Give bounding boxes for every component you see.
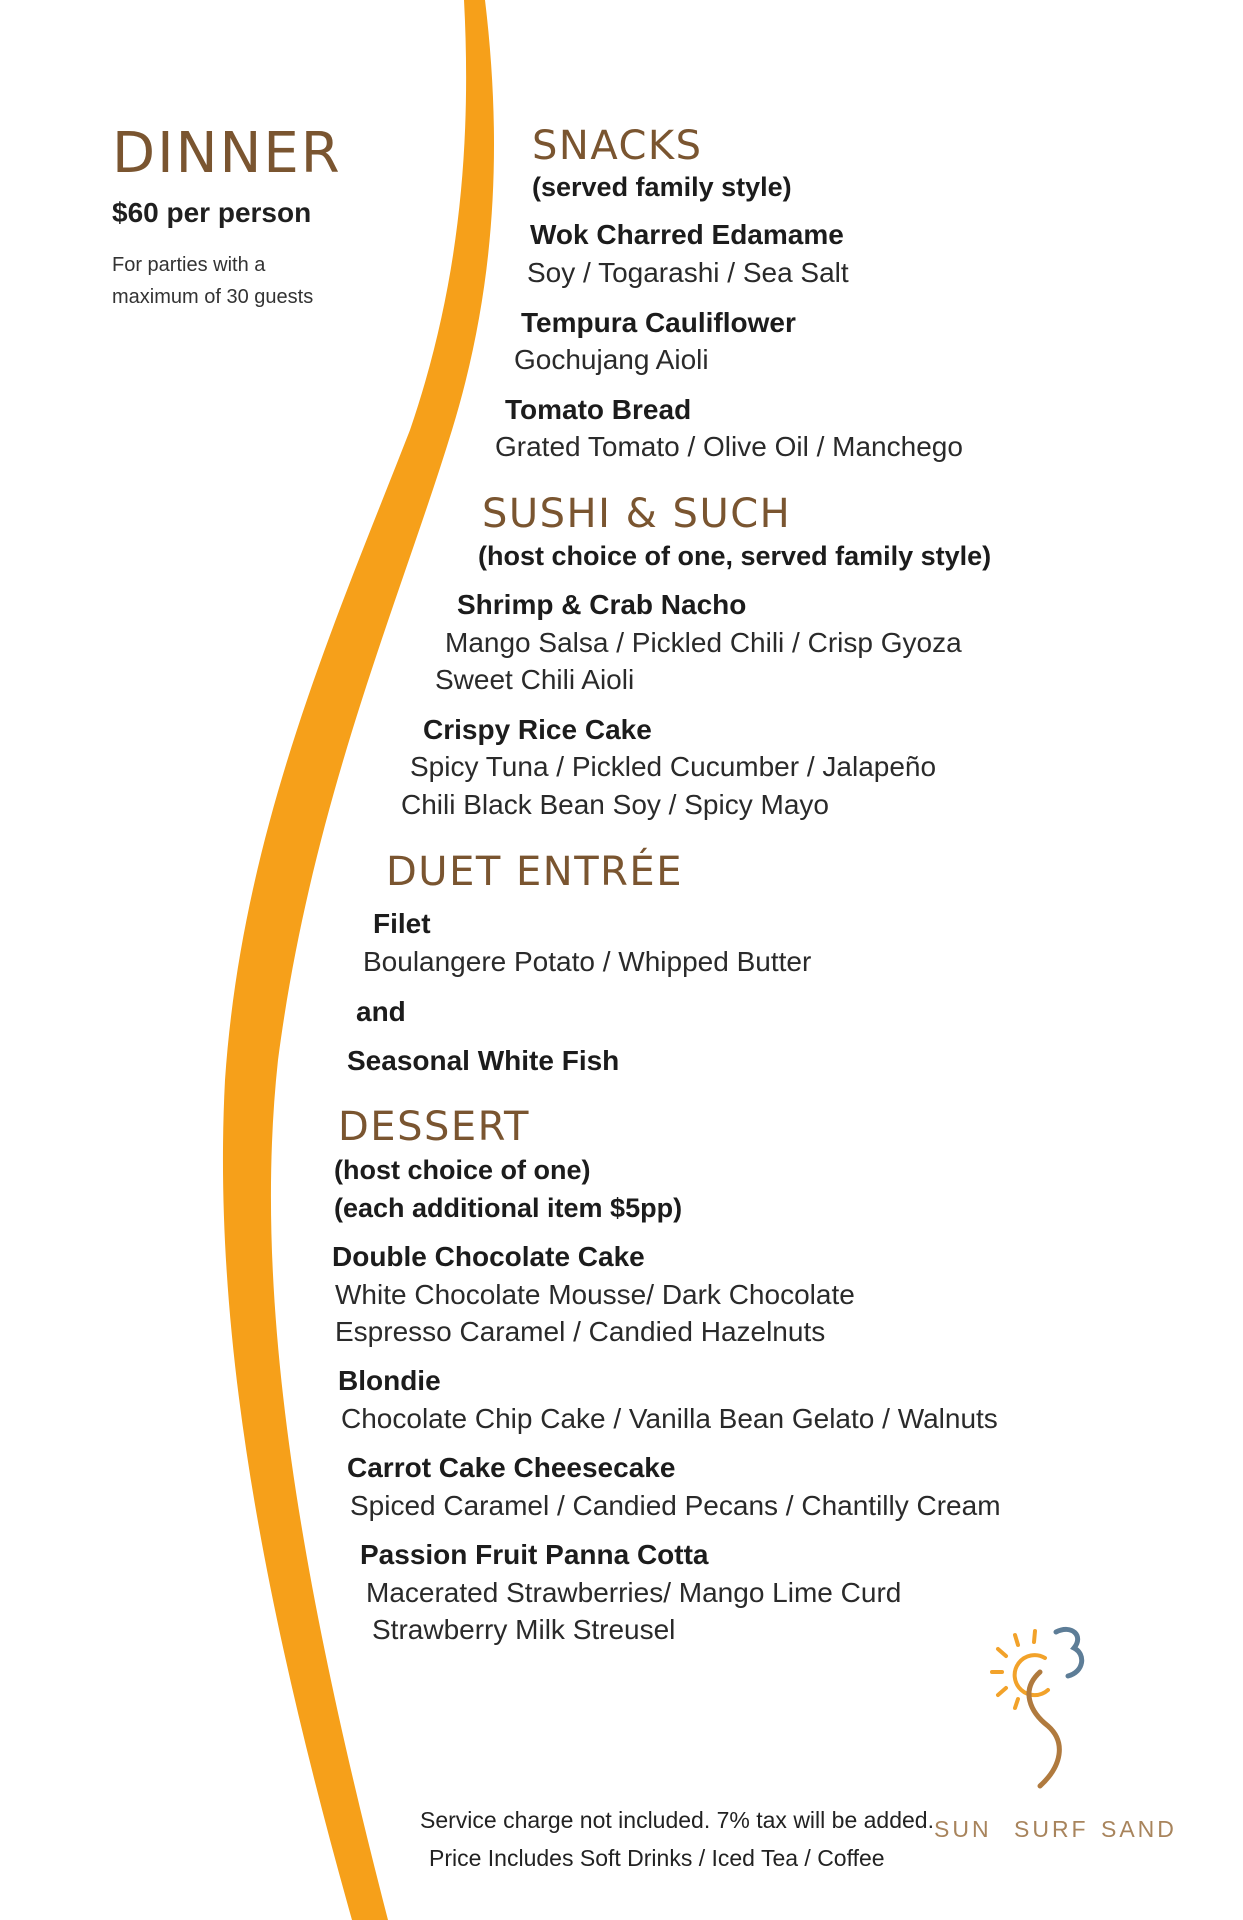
- section-heading-snacks: SNACKS: [532, 123, 703, 169]
- sushi-serving-note: (host choice of one, served family style): [478, 541, 992, 571]
- menu-item-description: Grated Tomato / Olive Oil / Manchego: [495, 431, 963, 462]
- menu-item-description: Chili Black Bean Soy / Spicy Mayo: [401, 789, 829, 820]
- menu-item-name: Shrimp & Crab Nacho: [457, 589, 747, 620]
- menu-item-description: Mango Salsa / Pickled Chili / Crisp Gyoza: [445, 627, 962, 658]
- brand-word-sand: SAND: [1101, 1816, 1177, 1842]
- section-heading-entree: DUET ENTRÉE: [386, 849, 683, 895]
- menu-item-description: Espresso Caramel / Candied Hazelnuts: [335, 1316, 826, 1347]
- menu-item-description: Spicy Tuna / Pickled Cucumber / Jalapeño: [410, 751, 937, 782]
- menu-item-name: Double Chocolate Cake: [332, 1241, 645, 1272]
- menu-item-description: Strawberry Milk Streusel: [372, 1614, 676, 1645]
- entree-joiner: and: [356, 996, 406, 1027]
- snacks-serving-note: (served family style): [532, 172, 792, 202]
- menu-item-description: Boulangere Potato / Whipped Butter: [363, 946, 812, 977]
- menu-item-description: Soy / Togarashi / Sea Salt: [527, 257, 849, 288]
- menu-item-name: Wok Charred Edamame: [530, 219, 844, 250]
- sun-surf-sand-logo-icon: [990, 1620, 1110, 1810]
- menu-item-name: Crispy Rice Cake: [423, 714, 652, 745]
- brand-word-sun: SUN: [934, 1816, 992, 1842]
- price-per-person: $60 per person: [112, 197, 312, 228]
- party-size-note-line1: For parties with a: [112, 254, 266, 276]
- sun-rays-icon: [992, 1631, 1048, 1708]
- menu-item-description: Chocolate Chip Cake / Vanilla Bean Gelato / Walnuts: [341, 1403, 998, 1434]
- surf-wave-icon: [1056, 1629, 1082, 1676]
- service-charge-note: Service charge not included. 7% tax will be added.: [420, 1807, 934, 1833]
- menu-item-description: Gochujang Aioli: [514, 344, 709, 375]
- menu-item-name: Tomato Bread: [505, 394, 692, 425]
- section-heading-dessert: DESSERT: [338, 1104, 530, 1150]
- included-drinks-note: Price Includes Soft Drinks / Iced Tea / Coffee: [429, 1845, 885, 1871]
- menu-item-description: Macerated Strawberries/ Mango Lime Curd: [366, 1577, 902, 1608]
- menu-item-name: Carrot Cake Cheesecake: [347, 1452, 676, 1483]
- section-heading-sushi: SUSHI & SUCH: [482, 491, 792, 537]
- menu-item-name: Filet: [373, 908, 431, 939]
- menu-title: DINNER: [112, 121, 342, 186]
- sand-line-icon: [1029, 1672, 1059, 1786]
- menu-item-name: Tempura Cauliflower: [521, 307, 796, 338]
- menu-item-name: Seasonal White Fish: [347, 1045, 620, 1076]
- party-size-note-line2: maximum of 30 guests: [112, 286, 314, 308]
- dessert-choice-note: (host choice of one): [334, 1155, 591, 1185]
- menu-item-description: Sweet Chili Aioli: [435, 664, 635, 695]
- dessert-additional-note: (each additional item $5pp): [334, 1193, 683, 1223]
- menu-item-name: Blondie: [338, 1365, 441, 1396]
- menu-item-description: White Chocolate Mousse/ Dark Chocolate: [335, 1279, 855, 1310]
- menu-item-description: Spiced Caramel / Candied Pecans / Chantilly Cream: [350, 1490, 1001, 1521]
- menu-item-name: Passion Fruit Panna Cotta: [360, 1539, 709, 1570]
- brand-word-surf: SURF: [1014, 1816, 1089, 1842]
